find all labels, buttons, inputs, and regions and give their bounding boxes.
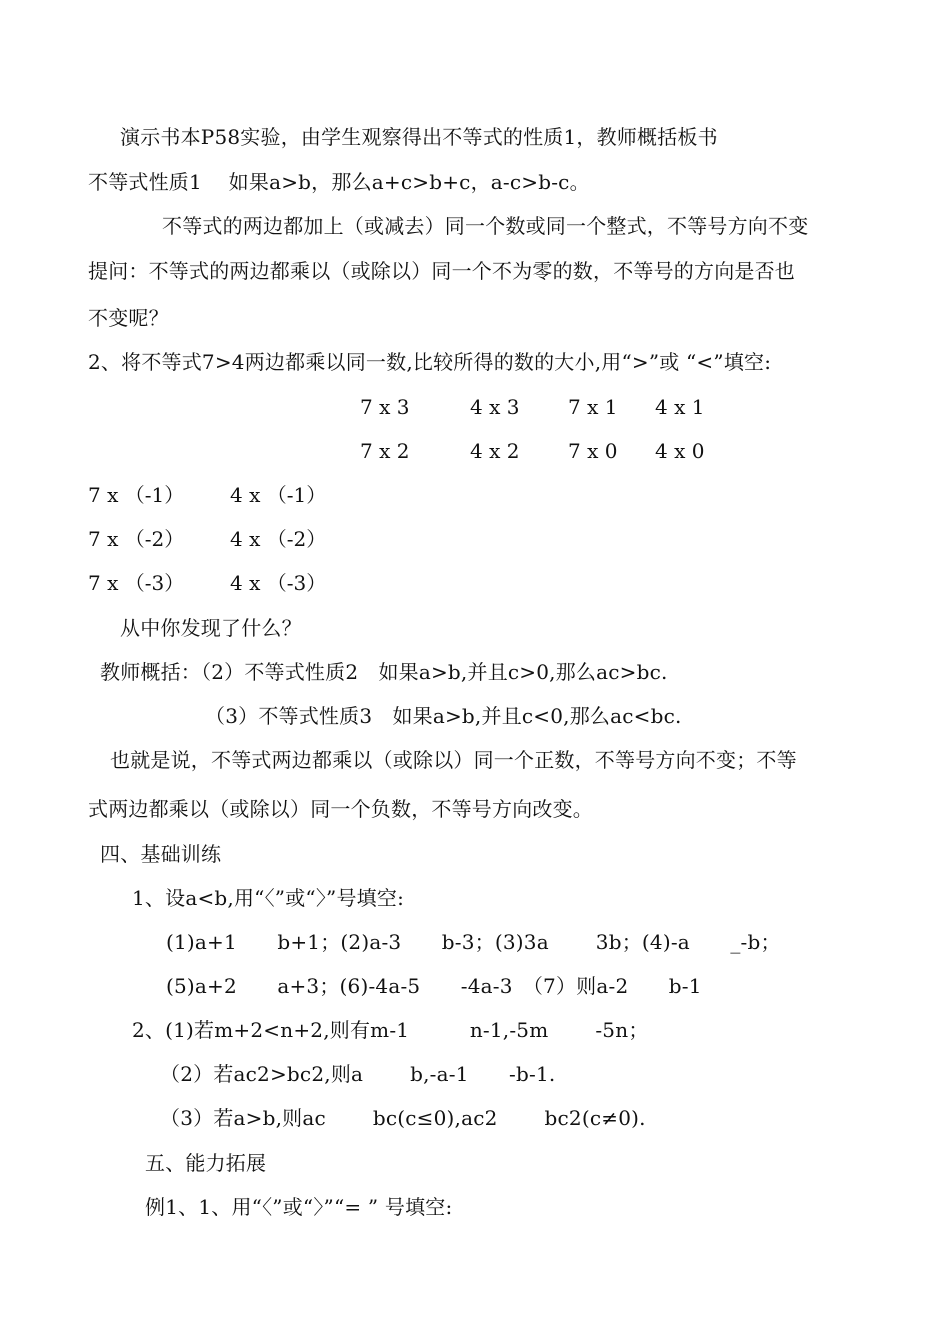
property-1-explanation: 不等式的两边都加上（或减去）同一个数或同一个整式，不等号方向不变 — [162, 214, 809, 238]
property-3: （3）不等式性质3 如果a>b,并且c<0,那么ac<bc. — [205, 704, 682, 728]
question-line-1: 提问：不等式的两边都乘以（或除以）同一个不为零的数，不等号的方向是否也 — [88, 259, 795, 283]
negative-product: 7 x （-3） — [88, 571, 185, 595]
conclusion-line-1: 也就是说，不等式两边都乘以（或除以）同一个正数，不等号方向不变；不等 — [110, 748, 797, 772]
section-4-q2-part-2: （2）若ac2>bc2,则a b,-a-1 -b-1. — [160, 1062, 556, 1086]
property-2: 教师概括：（2）不等式性质2 如果a>b,并且c>0,那么ac>bc. — [100, 660, 668, 684]
discover-question: 从中你发现了什么？ — [120, 616, 302, 640]
negative-product: 4 x （-2） — [230, 527, 327, 551]
grid-cell: 7 x 0 — [568, 439, 618, 463]
grid-cell: 4 x 1 — [655, 395, 705, 419]
grid-cell: 7 x 1 — [568, 395, 618, 419]
grid-cell: 4 x 0 — [655, 439, 705, 463]
section-4-q1-prompt: 1、设a<b,用“〈”或“〉”号填空: — [132, 886, 405, 910]
negative-product: 4 x （-3） — [230, 571, 327, 595]
section-4-q1-row-1: (1)a+1 b+1；(2)a-3 b-3；(3)3a 3b；(4)-a _-b； — [166, 930, 781, 954]
property-1: 不等式性质1 如果a>b，那么a+c>b+c，a-c>b-c。 — [88, 170, 590, 194]
grid-cell: 7 x 3 — [360, 395, 410, 419]
section-5-heading: 五、能力拓展 — [145, 1151, 267, 1175]
conclusion-line-2: 式两边都乘以（或除以）同一个负数，不等号方向改变。 — [88, 797, 593, 821]
exercise-2-prompt: 2、将不等式7>4两边都乘以同一数,比较所得的数的大小,用“>”或 “<”填空: — [88, 350, 772, 374]
demo-text: 演示书本P58实验，由学生观察得出不等式的性质1，教师概括板书 — [120, 125, 718, 149]
negative-product: 7 x （-2） — [88, 527, 185, 551]
negative-product: 7 x （-1） — [88, 483, 185, 507]
section-4-q1-row-2: (5)a+2 a+3；(6)-4a-5 -4a-3 （7）则a-2 b-1 — [166, 974, 702, 998]
section-4-q2-part-1: 2、(1)若m+2<n+2,则有m-1 n-1,-5m -5n； — [132, 1018, 649, 1042]
section-5-example: 例1、1、用“〈”或“〉”“= ” 号填空: — [145, 1195, 453, 1219]
question-line-2: 不变呢？ — [88, 306, 169, 330]
grid-cell: 7 x 2 — [360, 439, 410, 463]
grid-cell: 4 x 3 — [470, 395, 520, 419]
section-4-heading: 四、基础训练 — [100, 842, 222, 866]
negative-product: 4 x （-1） — [230, 483, 327, 507]
grid-cell: 4 x 2 — [470, 439, 520, 463]
section-4-q2-part-3: （3）若a>b,则ac bc(c≤0),ac2 bc2(c≠0). — [160, 1106, 646, 1130]
